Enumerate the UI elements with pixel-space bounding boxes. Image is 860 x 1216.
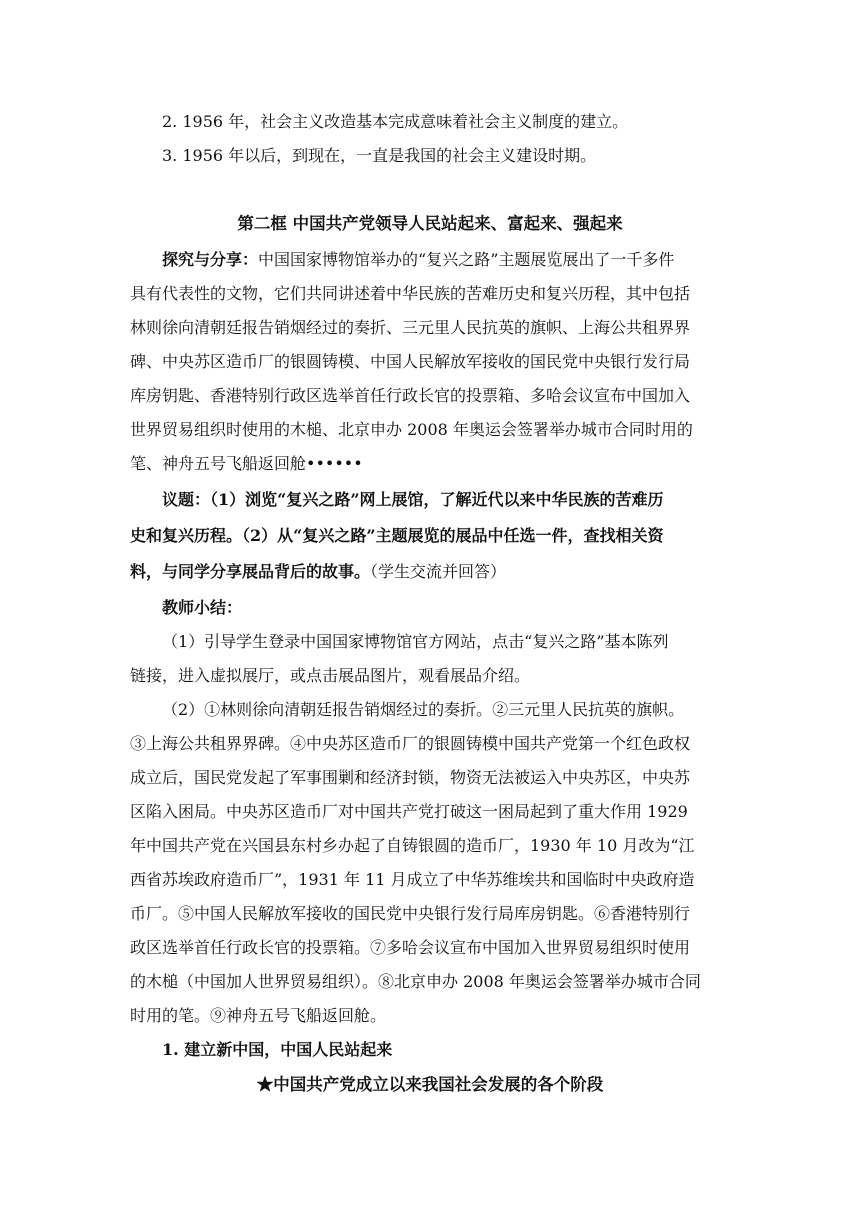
explore-share-label: 探究与分享：: [162, 250, 259, 269]
explore-share-line: 林则徐向清朝廷报告销烟经过的奏折、三元里人民抗英的旗帜、上海公共租界界: [130, 318, 691, 337]
explore-share-line: 具有代表性的文物，它们共同讲述着中华民族的苦难历史和复兴历程，其中包括: [130, 284, 691, 303]
topic-text: （1）浏览“复兴之路”网上展馆，了解近代以来中华民族的苦难历: [210, 490, 664, 509]
explore-share-line: 碑、中央苏区造币厂的银圆铸模、中国人民解放军接收的国民党中央银行发行局: [130, 352, 691, 371]
topic-last-bold: 料，与同学分享展品背后的故事。: [130, 562, 371, 581]
summary-part1-line: 链接，进入虚拟展厅，或点击展品图片，观看展品介绍。: [130, 666, 531, 685]
section-title: 第二框 中国共产党领导人民站起来、富起来、强起来: [237, 214, 623, 233]
explore-share-text: 中国国家博物馆举办的“复兴之路”主题展览展出了一千多件: [258, 250, 675, 269]
summary-part2-line: （2）①林则徐向清朝廷报告销烟经过的奏折。②三元里人民抗英的旗帜。: [162, 700, 685, 719]
summary-part2-line: 西省苏埃政府造币厂”，1931 年 11 月成立了中华苏维埃共和国临时中央政府造: [130, 870, 695, 889]
explore-share-line: 世界贸易组织时使用的木槌、北京申办 2008 年奥运会签署举办城市合同时用的: [130, 420, 693, 439]
explore-share-line: 笔、神舟五号飞船返回舱••••••: [130, 454, 363, 473]
topic-first-line: [162, 490, 762, 510]
explore-share-line: 库房钥匙、香港特别行政区选举首任行政长官的投票箱、多哈会议宣布中国加入: [130, 386, 691, 405]
summary-part1-line: （1）引导学生登录中国国家博物馆官方网站，点击“复兴之路”基本陈列: [162, 632, 669, 651]
subsection-heading: 1. 建立新中国，中国人民站起来: [162, 1040, 393, 1059]
topic-last-normal: （学生交流并回答）: [370, 562, 507, 581]
summary-part2-line: 政区选举首任行政长官的投票箱。⑦多哈会议宣布中国加入世界贸易组织时使用: [130, 938, 691, 957]
topic-label: 议题：: [162, 490, 211, 509]
teacher-summary-label: 教师小结：: [162, 598, 243, 617]
summary-part2-line: 年中国共产党在兴国县东村乡办起了自铸银圆的造币厂，1930 年 10 月改为“江: [130, 836, 695, 855]
summary-part2-line: 时用的笔。⑨神舟五号飞船返回舱。: [130, 1006, 387, 1025]
intro-point-2: 2. 1956 年，社会主义改造基本完成意味着社会主义制度的建立。: [162, 112, 629, 131]
summary-part2-line: 的木槌（中国加人世界贸易组织）。⑧北京申办 2008 年奥运会签署举办城市合同: [130, 972, 701, 991]
summary-part2-line: ③上海公共租界界碑。④中央苏区造币厂的银圆铸模中国共产党第一个红色政权: [130, 734, 691, 753]
summary-part2-line: 成立后，国民党发起了军事围剿和经济封锁，物资无法被运入中央苏区，中央苏: [130, 768, 691, 787]
summary-part2-line: 区陷入困局。中央苏区造币厂对中国共产党打破这一困局起到了重大作用 1929: [130, 802, 688, 821]
topic-line: 史和复兴历程。（2）从“复兴之路”主题展览的展品中任选一件，查找相关资: [130, 526, 664, 545]
summary-part2-line: 币厂。⑤中国人民解放军接收的国民党中央银行发行局库房钥匙。⑥香港特别行: [130, 904, 691, 923]
explore-share-first-line: [162, 250, 762, 270]
intro-point-3: 3. 1956 年以后，到现在，一直是我国的社会主义建设时期。: [162, 146, 597, 165]
topic-last-line: [130, 562, 730, 582]
star-heading: ★中国共产党成立以来我国社会发展的各个阶段: [256, 1075, 604, 1094]
